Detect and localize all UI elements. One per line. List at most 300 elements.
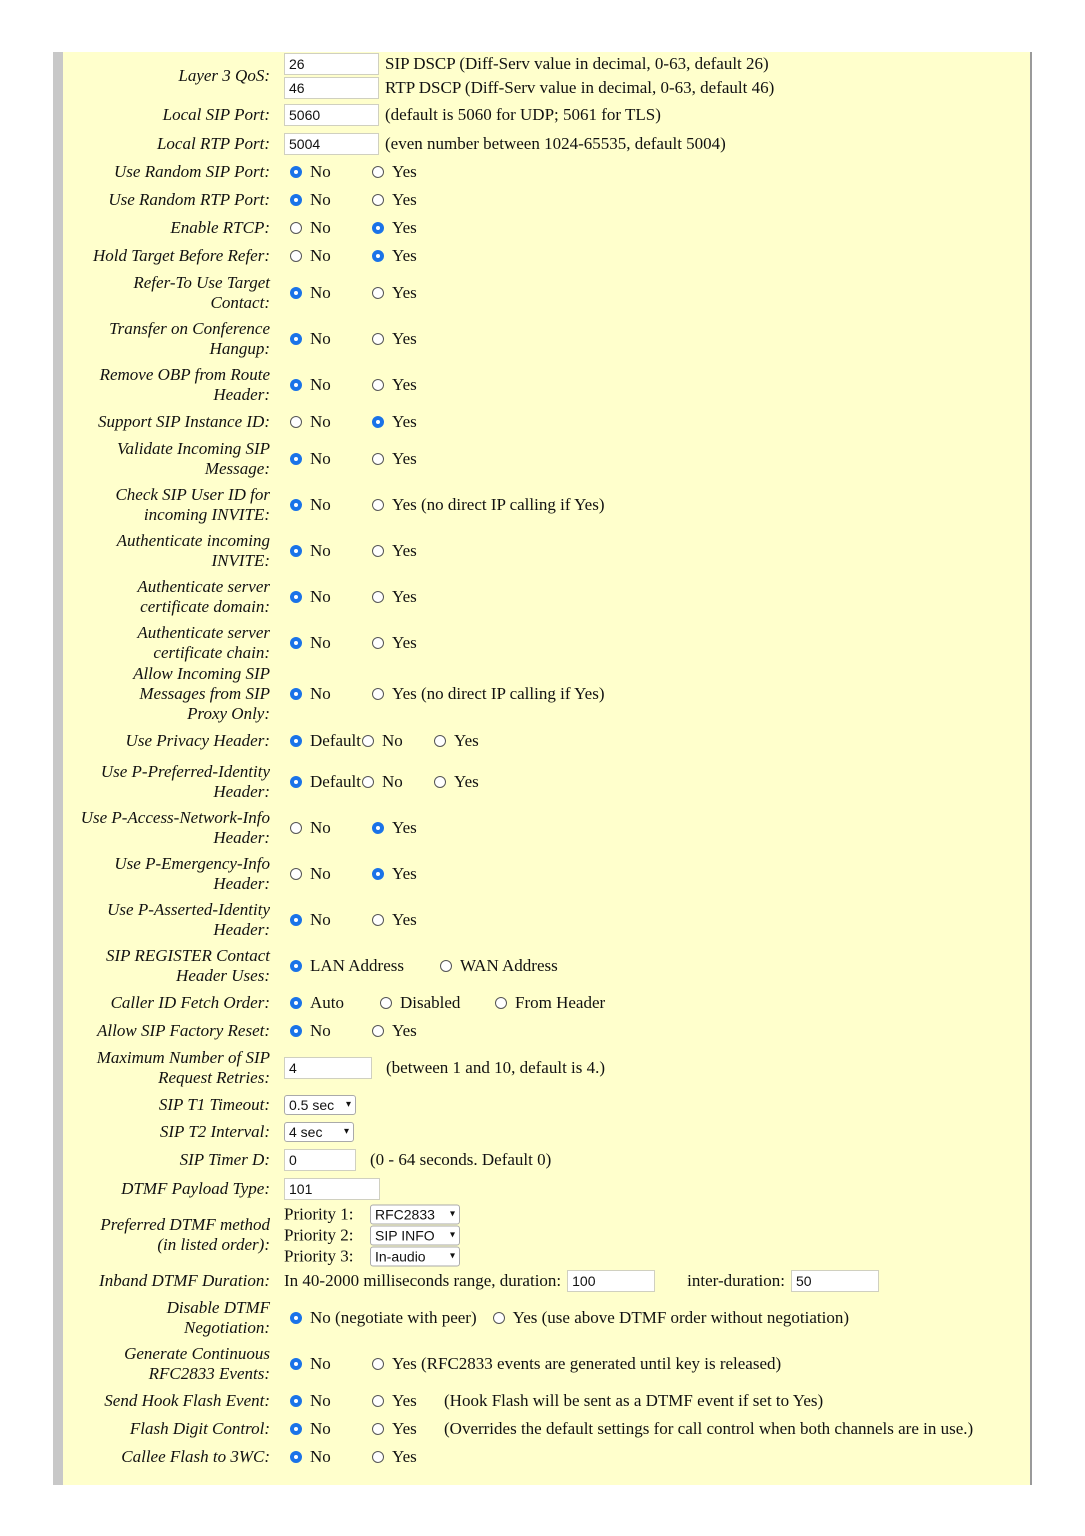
radio-button-icon[interactable] — [290, 250, 302, 262]
use-p-preferred-identity-header-option-1[interactable] — [356, 772, 428, 792]
settings-row-layer3-qos — [0, 52, 1085, 100]
priority-3-line — [284, 1246, 460, 1267]
use-p-access-network-info-header-option-1[interactable] — [366, 818, 438, 838]
radio-button-icon[interactable] — [290, 499, 302, 511]
flash-digit-control-option-label: No — [310, 1419, 331, 1438]
disable-dtmf-negotiation-option-0[interactable] — [284, 1308, 477, 1328]
disable-dtmf-negotiation-option-label: No (negotiate with peer) — [310, 1308, 477, 1327]
hold-target-before-refer-option-label: No — [310, 246, 331, 265]
settings-row-preferred-dtmf-method — [0, 1203, 1085, 1267]
enable-rtcp-option-1[interactable] — [366, 218, 438, 238]
enable-rtcp-label: Enable RTCP: — [170, 218, 270, 237]
authenticate-incoming-invite-option-0[interactable] — [284, 541, 366, 561]
refer-to-use-target-contact-control — [284, 283, 438, 303]
radio-button-icon[interactable] — [372, 499, 384, 511]
use-p-preferred-identity-header-control — [284, 772, 488, 792]
qos-sip-note: SIP DSCP (Diff-Serv value in decimal, 0-63, default 26) — [385, 54, 769, 73]
use-privacy-header-option-2[interactable] — [428, 731, 488, 751]
use-p-preferred-identity-header-option-label: Default — [310, 772, 361, 791]
use-privacy-header-option-label: Default — [310, 730, 361, 750]
callee-flash-to-3wc-option-0[interactable] — [284, 1447, 366, 1467]
refer-to-use-target-contact-option-1[interactable] — [366, 283, 438, 303]
radio-button-icon[interactable] — [290, 735, 302, 747]
sip-t1-timeout-control — [284, 1095, 356, 1115]
hold-target-before-refer-option-label: Yes — [392, 246, 417, 265]
sip-timer-d-label: SIP Timer D: — [179, 1149, 270, 1169]
radio-button-icon[interactable] — [372, 333, 384, 345]
local-sip-port-label: Local SIP Port: — [162, 104, 270, 124]
transfer-on-conference-hangup-option-1[interactable] — [366, 329, 438, 349]
send-hook-flash-event-label: Send Hook Flash Event: — [104, 1391, 270, 1410]
refer-to-use-target-contact-option-0[interactable] — [284, 283, 366, 303]
settings-row-inband-dtmf-duration — [0, 1267, 1085, 1295]
use-random-sip-port-label: Use Random SIP Port: — [114, 162, 270, 181]
disable-dtmf-negotiation-control — [284, 1308, 859, 1328]
sip-register-contact-header-control — [284, 956, 594, 976]
sip-register-contact-header-option-0[interactable] — [284, 956, 434, 976]
caller-id-fetch-order-control — [284, 993, 619, 1013]
use-privacy-header-option-0[interactable] — [284, 730, 361, 751]
chevron-down-icon: ▾ — [345, 1098, 351, 1110]
max-sip-request-retries-control — [284, 1057, 605, 1079]
radio-button-icon[interactable] — [372, 868, 384, 880]
support-sip-instance-id-option-label: Yes — [392, 412, 417, 431]
radio-button-icon[interactable] — [434, 776, 446, 788]
use-p-access-network-info-header-option-label: Yes — [392, 818, 417, 837]
settings-row-use-p-preferred-identity-header — [0, 759, 1085, 805]
sip-register-contact-header-option-label: LAN Address — [310, 956, 404, 975]
sip-t1-timeout-select-value: 0.5 sec — [289, 1096, 335, 1113]
priority-3-select-value: In-audio — [375, 1248, 426, 1264]
settings-row-authenticate-incoming-invite — [0, 528, 1085, 574]
flash-digit-control-option-label: Yes — [392, 1419, 417, 1438]
sip-timer-d-input[interactable]: 0 — [284, 1149, 356, 1171]
use-p-asserted-identity-header-option-label: No — [310, 910, 331, 929]
validate-incoming-sip-message-option-0[interactable] — [284, 449, 366, 469]
sip-register-contact-header-label: SIP REGISTER Contact Header Uses: — [106, 946, 270, 985]
use-random-rtp-port-label: Use Random RTP Port: — [108, 190, 270, 209]
remove-obp-from-route-header-option-label: Yes — [392, 375, 417, 394]
radio-button-icon[interactable] — [434, 735, 446, 747]
use-p-preferred-identity-header-option-0[interactable] — [284, 772, 361, 792]
radio-button-icon[interactable] — [372, 250, 384, 262]
hold-target-before-refer-label: Hold Target Before Refer: — [92, 246, 270, 265]
authenticate-server-cert-chain-option-0[interactable] — [284, 633, 366, 653]
use-random-sip-port-option-label: Yes — [392, 162, 417, 181]
priority-1-select-value: RFC2833 — [375, 1206, 435, 1222]
preferred-dtmf-method-label: Preferred DTMF method (in listed order): — [100, 1215, 270, 1254]
dtmf-payload-type-label: DTMF Payload Type: — [121, 1178, 270, 1198]
settings-row-callee-flash-to-3wc — [0, 1443, 1085, 1471]
support-sip-instance-id-label: Support SIP Instance ID: — [97, 412, 270, 431]
radio-button-icon[interactable] — [372, 287, 384, 299]
use-privacy-header-option-label: No — [382, 730, 403, 750]
use-p-emergency-info-header-control — [284, 864, 438, 884]
caller-id-fetch-order-option-label: Disabled — [400, 993, 461, 1012]
authenticate-server-cert-domain-option-0[interactable] — [284, 587, 366, 607]
settings-row-allow-incoming-from-proxy-only — [0, 666, 1085, 722]
chevron-down-icon: ▾ — [343, 1125, 349, 1137]
chevron-down-icon: ▾ — [449, 1229, 455, 1240]
use-p-asserted-identity-header-option-0[interactable] — [284, 910, 366, 930]
allow-sip-factory-reset-option-0[interactable] — [284, 1021, 366, 1041]
callee-flash-to-3wc-label: Callee Flash to 3WC: — [121, 1447, 270, 1466]
radio-button-icon[interactable] — [290, 637, 302, 649]
use-p-access-network-info-header-option-label: No — [310, 818, 331, 837]
disable-dtmf-negotiation-option-label: Yes (use above DTMF order without negotiation) — [512, 1308, 849, 1327]
allow-sip-factory-reset-option-label: Yes — [392, 1021, 417, 1040]
authenticate-server-cert-domain-option-label: No — [310, 587, 331, 606]
radio-button-icon[interactable] — [372, 914, 384, 926]
use-random-rtp-port-option-label: No — [310, 190, 331, 209]
radio-button-icon[interactable] — [290, 1358, 302, 1370]
radio-button-icon[interactable] — [290, 545, 302, 557]
allow-incoming-from-proxy-only-option-label: No — [310, 684, 331, 703]
enable-rtcp-option-label: No — [310, 218, 331, 237]
use-p-preferred-identity-header-option-2[interactable] — [428, 772, 488, 792]
remove-obp-from-route-header-control — [284, 375, 438, 395]
send-hook-flash-event-option-1[interactable] — [366, 1391, 438, 1411]
authenticate-server-cert-chain-option-1[interactable] — [366, 633, 438, 653]
use-p-asserted-identity-header-label: Use P-Asserted-Identity Header: — [107, 900, 270, 939]
sip-t2-interval-label: SIP T2 Interval: — [159, 1121, 270, 1141]
use-p-asserted-identity-header-option-1[interactable] — [366, 910, 438, 930]
settings-row-support-sip-instance-id — [0, 408, 1085, 436]
local-sip-port-input[interactable]: 5060 — [284, 104, 379, 126]
allow-incoming-from-proxy-only-option-1[interactable] — [366, 684, 605, 704]
flash-digit-control-control — [284, 1419, 973, 1439]
check-sip-user-id-label: Check SIP User ID for incoming INVITE: — [115, 485, 270, 524]
dtmf-payload-type-input[interactable]: 101 — [284, 1178, 380, 1200]
authenticate-server-cert-domain-option-label: Yes — [392, 587, 417, 606]
sip-t1-timeout-select[interactable] — [284, 1095, 356, 1115]
radio-button-icon[interactable] — [290, 822, 302, 834]
radio-button-icon[interactable] — [372, 822, 384, 834]
support-sip-instance-id-option-1[interactable] — [366, 412, 438, 432]
priority-3-label: Priority 3: — [284, 1246, 354, 1265]
radio-button-icon[interactable] — [290, 1451, 302, 1463]
settings-form — [0, 52, 1085, 1471]
check-sip-user-id-option-1[interactable] — [366, 495, 605, 515]
qos-rtp-dscp-input[interactable]: 46 — [284, 77, 379, 99]
authenticate-incoming-invite-label: Authenticate incoming INVITE: — [116, 531, 270, 570]
send-hook-flash-event-control — [284, 1391, 823, 1411]
dtmf-payload-type-control — [284, 1178, 380, 1200]
radio-button-icon[interactable] — [290, 688, 302, 700]
send-hook-flash-event-option-0[interactable] — [284, 1391, 366, 1411]
use-p-emergency-info-header-option-1[interactable] — [366, 864, 438, 884]
radio-button-icon[interactable] — [290, 776, 302, 788]
qos-rtp-note: RTP DSCP (Diff-Serv value in decimal, 0-63, default 46) — [385, 78, 775, 97]
authenticate-server-cert-domain-control — [284, 587, 438, 607]
radio-button-icon[interactable] — [372, 453, 384, 465]
use-p-emergency-info-header-option-0[interactable] — [284, 864, 366, 884]
local-rtp-port-control — [284, 133, 726, 155]
priority-2-label: Priority 2: — [284, 1225, 354, 1244]
settings-row-use-privacy-header — [0, 722, 1085, 759]
max-sip-request-retries-label: Maximum Number of SIP Request Retries: — [96, 1048, 270, 1087]
radio-button-icon[interactable] — [290, 1395, 302, 1407]
radio-button-icon[interactable] — [290, 1025, 302, 1037]
local-rtp-port-note: (even number between 1024-65535, default 5004) — [385, 133, 726, 153]
allow-sip-factory-reset-label: Allow SIP Factory Reset: — [97, 1021, 270, 1040]
settings-row-local-rtp-port — [0, 129, 1085, 158]
check-sip-user-id-option-label: Yes (no direct IP calling if Yes) — [392, 495, 605, 514]
radio-button-icon[interactable] — [362, 735, 374, 747]
use-p-access-network-info-header-label: Use P-Access-Network-Info Header: — [80, 808, 270, 847]
radio-button-icon[interactable] — [290, 287, 302, 299]
validate-incoming-sip-message-control — [284, 449, 438, 469]
inband-dtmf-duration-control — [284, 1270, 879, 1292]
transfer-on-conference-hangup-option-0[interactable] — [284, 329, 366, 349]
caller-id-fetch-order-option-1[interactable] — [374, 993, 489, 1013]
radio-button-icon[interactable] — [290, 333, 302, 345]
allow-sip-factory-reset-option-1[interactable] — [366, 1021, 438, 1041]
hold-target-before-refer-option-1[interactable] — [366, 246, 438, 266]
remove-obp-from-route-header-label: Remove OBP from Route Header: — [99, 365, 270, 404]
authenticate-incoming-invite-option-1[interactable] — [366, 541, 438, 561]
authenticate-incoming-invite-control — [284, 541, 438, 561]
generate-continuous-rfc2833-option-label: Yes (RFC2833 events are generated until key is released) — [392, 1354, 782, 1373]
radio-button-icon[interactable] — [290, 997, 302, 1009]
radio-button-icon[interactable] — [372, 416, 384, 428]
caller-id-fetch-order-option-2[interactable] — [489, 993, 619, 1013]
support-sip-instance-id-control — [284, 412, 438, 432]
radio-button-icon[interactable] — [372, 1423, 384, 1435]
callee-flash-to-3wc-option-1[interactable] — [366, 1447, 438, 1467]
transfer-on-conference-hangup-option-label: No — [310, 329, 331, 348]
use-random-rtp-port-control — [284, 190, 438, 210]
transfer-on-conference-hangup-option-label: Yes — [392, 329, 417, 348]
settings-row-authenticate-server-cert-chain — [0, 620, 1085, 666]
transfer-on-conference-hangup-label: Transfer on Conference Hangup: — [109, 319, 270, 358]
use-privacy-header-label: Use Privacy Header: — [125, 730, 270, 750]
settings-row-validate-incoming-sip-message — [0, 436, 1085, 482]
authenticate-server-cert-chain-label: Authenticate server certificate chain: — [137, 623, 270, 662]
use-p-asserted-identity-header-option-label: Yes — [392, 910, 417, 929]
use-p-asserted-identity-header-control — [284, 910, 438, 930]
allow-incoming-from-proxy-only-label: Allow Incoming SIP Messages from SIP Proxy Only: — [133, 664, 270, 723]
use-random-sip-port-option-1[interactable] — [366, 162, 438, 182]
priority-1-line — [284, 1204, 460, 1225]
radio-button-icon[interactable] — [290, 591, 302, 603]
remove-obp-from-route-header-option-1[interactable] — [366, 375, 438, 395]
use-p-preferred-identity-header-label: Use P-Preferred-Identity Header: — [100, 762, 270, 801]
radio-button-icon[interactable] — [290, 914, 302, 926]
radio-button-icon[interactable] — [290, 868, 302, 880]
validate-incoming-sip-message-option-label: Yes — [392, 449, 417, 468]
radio-button-icon[interactable] — [372, 1451, 384, 1463]
settings-row-disable-dtmf-negotiation — [0, 1295, 1085, 1341]
radio-button-icon[interactable] — [290, 379, 302, 391]
use-p-preferred-identity-header-option-label: Yes — [454, 772, 479, 791]
caller-id-fetch-order-option-label: From Header — [515, 993, 606, 1012]
radio-button-icon[interactable] — [440, 960, 452, 972]
refer-to-use-target-contact-option-label: No — [310, 283, 331, 302]
duration-input[interactable]: 100 — [567, 1270, 655, 1292]
inter-duration-label: inter-duration: — [687, 1271, 785, 1290]
radio-button-icon[interactable] — [372, 688, 384, 700]
transfer-on-conference-hangup-control — [284, 329, 438, 349]
callee-flash-to-3wc-option-label: Yes — [392, 1447, 417, 1466]
send-hook-flash-event-option-label: No — [310, 1391, 331, 1410]
radio-button-icon[interactable] — [372, 166, 384, 178]
priority-3-select[interactable] — [370, 1246, 460, 1266]
validate-incoming-sip-message-option-1[interactable] — [366, 449, 438, 469]
use-random-sip-port-option-0[interactable] — [284, 162, 366, 182]
sip-t2-interval-select[interactable] — [284, 1122, 354, 1142]
use-p-emergency-info-header-label: Use P-Emergency-Info Header: — [114, 854, 270, 893]
authenticate-server-cert-chain-option-label: No — [310, 633, 331, 652]
disable-dtmf-negotiation-option-1[interactable] — [487, 1308, 849, 1328]
radio-button-icon[interactable] — [362, 776, 374, 788]
disable-dtmf-negotiation-label: Disable DTMF Negotiation: — [166, 1298, 270, 1337]
allow-incoming-from-proxy-only-option-label: Yes (no direct IP calling if Yes) — [392, 684, 605, 703]
allow-incoming-from-proxy-only-option-0[interactable] — [284, 684, 366, 704]
callee-flash-to-3wc-control — [284, 1447, 438, 1467]
settings-row-transfer-on-conference-hangup — [0, 316, 1085, 362]
radio-button-icon[interactable] — [372, 1358, 384, 1370]
generate-continuous-rfc2833-option-label: No — [310, 1354, 331, 1373]
enable-rtcp-option-0[interactable] — [284, 218, 366, 238]
priority-2-select[interactable] — [370, 1225, 460, 1245]
settings-row-local-sip-port — [0, 100, 1085, 129]
local-rtp-port-label: Local RTP Port: — [156, 133, 270, 153]
settings-row-send-hook-flash-event — [0, 1387, 1085, 1415]
qos-sip-dscp-input[interactable]: 26 — [284, 53, 379, 75]
support-sip-instance-id-option-label: No — [310, 412, 331, 431]
local-sip-port-control — [284, 104, 661, 126]
radio-button-icon[interactable] — [290, 453, 302, 465]
settings-row-sip-timer-d — [0, 1145, 1085, 1174]
generate-continuous-rfc2833-option-1[interactable] — [366, 1354, 781, 1374]
radio-button-icon[interactable] — [290, 166, 302, 178]
use-privacy-header-control — [284, 731, 488, 751]
settings-row-generate-continuous-rfc2833 — [0, 1341, 1085, 1387]
sip-timer-d-note: (0 - 64 seconds. Default 0) — [370, 1149, 552, 1169]
flash-digit-control-label: Flash Digit Control: — [129, 1419, 270, 1438]
check-sip-user-id-option-label: No — [310, 495, 331, 514]
refer-to-use-target-contact-option-label: Yes — [392, 283, 417, 302]
settings-row-use-p-emergency-info-header — [0, 851, 1085, 897]
qos-sip-line — [284, 52, 769, 76]
layer3-qos-control — [284, 52, 774, 100]
radio-button-icon[interactable] — [495, 997, 507, 1009]
validate-incoming-sip-message-option-label: No — [310, 449, 331, 468]
radio-button-icon[interactable] — [290, 222, 302, 234]
radio-button-icon[interactable] — [372, 591, 384, 603]
hold-target-before-refer-option-0[interactable] — [284, 246, 366, 266]
generate-continuous-rfc2833-control — [284, 1354, 791, 1374]
callee-flash-to-3wc-option-label: No — [310, 1447, 331, 1466]
radio-button-icon[interactable] — [372, 194, 384, 206]
settings-row-use-random-rtp-port — [0, 186, 1085, 214]
generate-continuous-rfc2833-option-0[interactable] — [284, 1354, 366, 1374]
sip-t2-interval-control — [284, 1122, 354, 1142]
remove-obp-from-route-header-option-label: No — [310, 375, 331, 394]
check-sip-user-id-control — [284, 495, 615, 515]
use-random-rtp-port-option-1[interactable] — [366, 190, 438, 210]
settings-row-check-sip-user-id — [0, 482, 1085, 528]
settings-row-hold-target-before-refer — [0, 242, 1085, 270]
authenticate-server-cert-chain-option-label: Yes — [392, 633, 417, 652]
check-sip-user-id-option-0[interactable] — [284, 495, 366, 515]
priority-1-select[interactable] — [370, 1204, 460, 1224]
radio-button-icon[interactable] — [290, 416, 302, 428]
radio-button-icon[interactable] — [372, 1025, 384, 1037]
send-hook-flash-event-option-label: Yes — [392, 1391, 417, 1410]
flash-digit-control-note: (Overrides the default settings for call control when both channels are in use.) — [444, 1419, 974, 1438]
authenticate-incoming-invite-option-label: No — [310, 541, 331, 560]
sip-register-contact-header-option-label: WAN Address — [460, 956, 558, 975]
allow-sip-factory-reset-option-label: No — [310, 1021, 331, 1040]
settings-row-flash-digit-control — [0, 1415, 1085, 1443]
validate-incoming-sip-message-label: Validate Incoming SIP Message: — [117, 439, 270, 478]
settings-row-allow-sip-factory-reset — [0, 1017, 1085, 1045]
refer-to-use-target-contact-label: Refer-To Use Target Contact: — [133, 273, 270, 312]
inter-duration-input[interactable]: 50 — [791, 1270, 879, 1292]
settings-row-refer-to-use-target-contact — [0, 270, 1085, 316]
radio-button-icon[interactable] — [290, 1423, 302, 1435]
sip-t2-interval-select-value: 4 sec — [289, 1123, 323, 1140]
settings-row-remove-obp-from-route-header — [0, 362, 1085, 408]
settings-row-enable-rtcp — [0, 214, 1085, 242]
flash-digit-control-option-0[interactable] — [284, 1419, 366, 1439]
use-random-sip-port-option-label: No — [310, 162, 331, 181]
authenticate-server-cert-domain-label: Authenticate server certificate domain: — [137, 577, 270, 616]
use-p-emergency-info-header-option-label: Yes — [392, 864, 417, 883]
radio-button-icon[interactable] — [372, 545, 384, 557]
radio-button-icon[interactable] — [372, 1395, 384, 1407]
priority-2-select-value: SIP INFO — [375, 1227, 435, 1243]
preferred-dtmf-method-control — [284, 1204, 460, 1267]
radio-button-icon[interactable] — [290, 194, 302, 206]
radio-button-icon[interactable] — [290, 1312, 302, 1324]
enable-rtcp-option-label: Yes — [392, 218, 417, 237]
sip-t1-timeout-label: SIP T1 Timeout: — [158, 1094, 270, 1114]
authenticate-server-cert-domain-option-1[interactable] — [366, 587, 438, 607]
use-random-rtp-port-option-0[interactable] — [284, 190, 366, 210]
remove-obp-from-route-header-option-0[interactable] — [284, 375, 366, 395]
chevron-down-icon: ▾ — [449, 1208, 455, 1219]
max-sip-request-retries-note: (between 1 and 10, default is 4.) — [386, 1058, 606, 1077]
radio-button-icon[interactable] — [290, 960, 302, 972]
use-privacy-header-option-label: Yes — [454, 730, 479, 750]
settings-row-sip-t1-timeout — [0, 1091, 1085, 1118]
caller-id-fetch-order-option-label: Auto — [310, 993, 344, 1012]
hold-target-before-refer-control — [284, 246, 438, 266]
radio-button-icon[interactable] — [372, 379, 384, 391]
settings-row-sip-register-contact-header — [0, 943, 1085, 989]
max-sip-request-retries-input[interactable]: 4 — [284, 1057, 372, 1079]
flash-digit-control-option-1[interactable] — [366, 1419, 438, 1439]
authenticate-server-cert-chain-control — [284, 633, 438, 653]
use-privacy-header-option-1[interactable] — [356, 731, 428, 751]
caller-id-fetch-order-option-0[interactable] — [284, 993, 374, 1013]
radio-button-icon[interactable] — [372, 637, 384, 649]
radio-button-icon[interactable] — [380, 997, 392, 1009]
local-rtp-port-input[interactable]: 5004 — [284, 133, 379, 155]
support-sip-instance-id-option-0[interactable] — [284, 412, 366, 432]
allow-incoming-from-proxy-only-control — [284, 684, 615, 704]
settings-row-use-p-asserted-identity-header — [0, 897, 1085, 943]
use-random-sip-port-control — [284, 162, 438, 182]
use-p-preferred-identity-header-option-label: No — [382, 772, 403, 791]
use-p-access-network-info-header-option-0[interactable] — [284, 818, 366, 838]
radio-button-icon[interactable] — [372, 222, 384, 234]
radio-button-icon[interactable] — [493, 1312, 505, 1324]
sip-register-contact-header-option-1[interactable] — [434, 956, 594, 976]
